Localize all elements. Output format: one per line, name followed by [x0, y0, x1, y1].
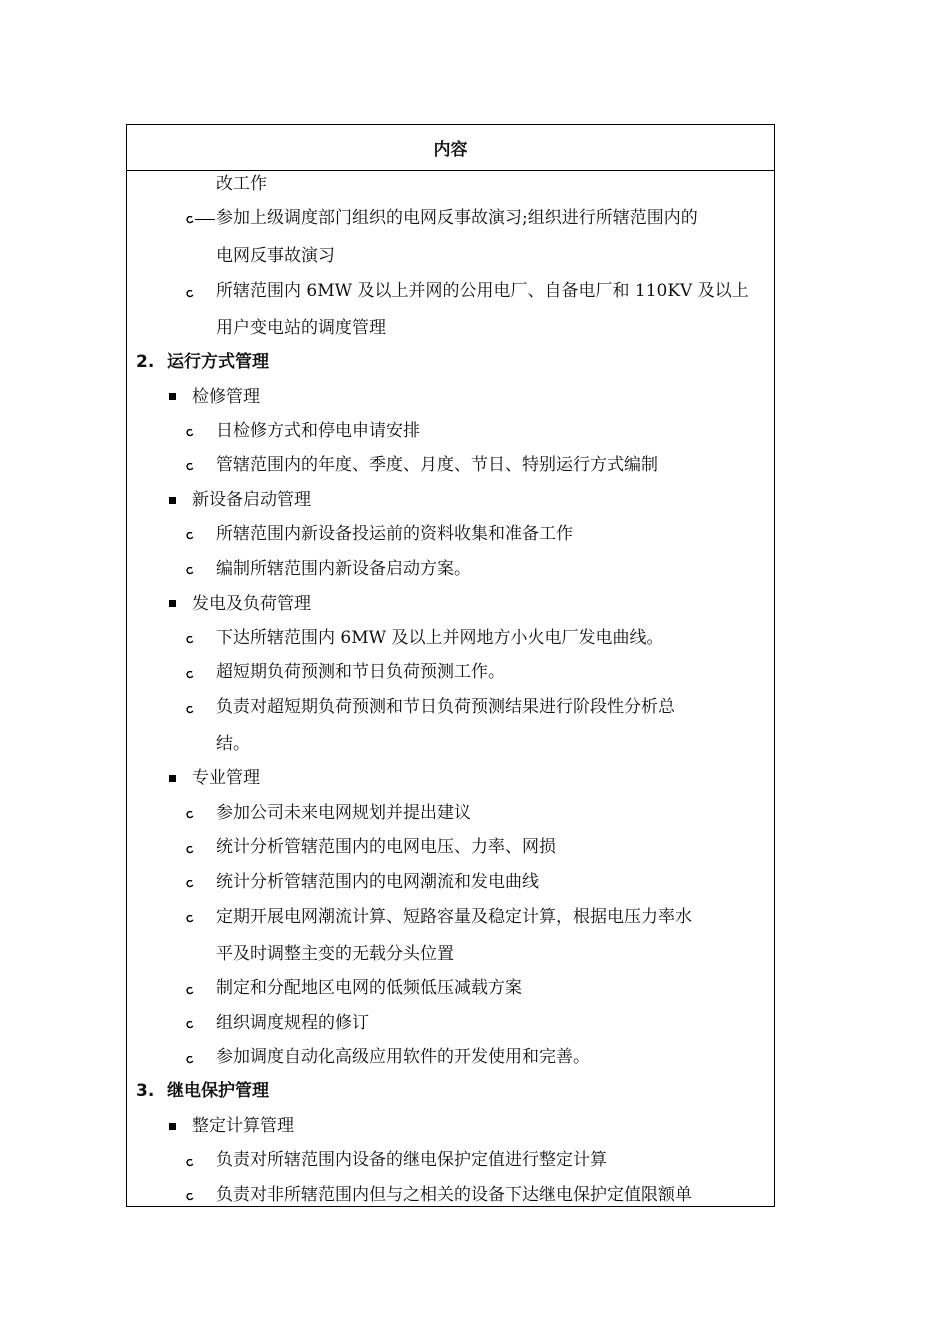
- circle-bullet-icon: [186, 811, 194, 819]
- list-item: 下达所辖范围内 6MW 及以上并网地方小火电厂发电曲线。: [216, 628, 664, 648]
- square-bullet-icon: [169, 1123, 176, 1130]
- list-item: 参加调度自动化高级应用软件的开发使用和完善。: [216, 1047, 590, 1067]
- list-item-continuation: 结。: [216, 734, 250, 754]
- circle-bullet-icon: [186, 880, 194, 888]
- list-item: 编制所辖范围内新设备启动方案。: [216, 559, 471, 579]
- list-item: 所辖范围内 6MW 及以上并网的公用电厂、自备电厂和 110KV 及以上: [216, 281, 749, 301]
- square-bullet-icon: [169, 775, 176, 782]
- subsection-title: 新设备启动管理: [192, 490, 311, 510]
- list-item: 负责对超短期负荷预测和节日负荷预测结果进行阶段性分析总: [216, 697, 675, 717]
- section-title: 运行方式管理: [167, 352, 269, 372]
- circle-bullet-icon: [186, 1056, 194, 1064]
- list-item: 超短期负荷预测和节日负荷预测工作。: [216, 662, 505, 682]
- dash-mark: [195, 219, 215, 220]
- subsection-title: 整定计算管理: [192, 1116, 294, 1136]
- list-item: 参加公司未来电网规划并提出建议: [216, 803, 471, 823]
- circle-bullet-icon: [186, 532, 194, 540]
- section-title: 继电保护管理: [167, 1081, 269, 1101]
- circle-bullet-icon: [186, 290, 194, 298]
- list-item-continuation: 电网反事故演习: [216, 246, 335, 266]
- list-item: 负责对非所辖范围内但与之相关的设备下达继电保护定值限额单: [216, 1185, 692, 1205]
- list-item: 参加上级调度部门组织的电网反事故演习;组织进行所辖范围内的: [216, 208, 698, 228]
- list-item: 定期开展电网潮流计算、短路容量及稳定计算，根据电压力率水: [216, 907, 692, 927]
- section-number: 3.: [136, 1081, 155, 1101]
- subsection-title: 专业管理: [192, 768, 260, 788]
- circle-bullet-icon: [186, 987, 194, 995]
- circle-bullet-icon: [186, 846, 194, 854]
- circle-bullet-icon: [186, 915, 194, 923]
- circle-bullet-icon: [186, 636, 194, 644]
- list-item: 制定和分配地区电网的低频低压减载方案: [216, 978, 522, 998]
- circle-bullet-icon: [186, 216, 194, 224]
- list-item: 统计分析管辖范围内的电网电压、力率、网损: [216, 837, 556, 857]
- content-table: [126, 124, 775, 1207]
- circle-bullet-icon: [186, 463, 194, 471]
- subsection-title: 发电及负荷管理: [192, 594, 311, 614]
- list-item: 组织调度规程的修订: [216, 1013, 369, 1033]
- section-number: 2.: [136, 352, 155, 372]
- continuation-text: 改工作: [216, 174, 267, 194]
- square-bullet-icon: [169, 497, 176, 504]
- list-item: 统计分析管辖范围内的电网潮流和发电曲线: [216, 872, 539, 892]
- square-bullet-icon: [169, 393, 176, 400]
- square-bullet-icon: [169, 600, 176, 607]
- list-item: 管辖范围内的年度、季度、月度、节日、特别运行方式编制: [216, 455, 658, 475]
- circle-bullet-icon: [186, 671, 194, 679]
- circle-bullet-icon: [186, 1193, 194, 1201]
- list-item: 负责对所辖范围内设备的继电保护定值进行整定计算: [216, 1150, 607, 1170]
- list-item-continuation: 平及时调整主变的无载分头位置: [216, 944, 454, 964]
- circle-bullet-icon: [186, 706, 194, 714]
- table-header: 内容: [127, 125, 774, 171]
- list-item-continuation: 用户变电站的调度管理: [216, 318, 386, 338]
- circle-bullet-icon: [186, 567, 194, 575]
- circle-bullet-icon: [186, 1021, 194, 1029]
- circle-bullet-icon: [186, 1159, 194, 1167]
- list-item: 日检修方式和停电申请安排: [216, 421, 420, 441]
- circle-bullet-icon: [186, 429, 194, 437]
- subsection-title: 检修管理: [192, 387, 260, 407]
- list-item: 所辖范围内新设备投运前的资料收集和准备工作: [216, 524, 573, 544]
